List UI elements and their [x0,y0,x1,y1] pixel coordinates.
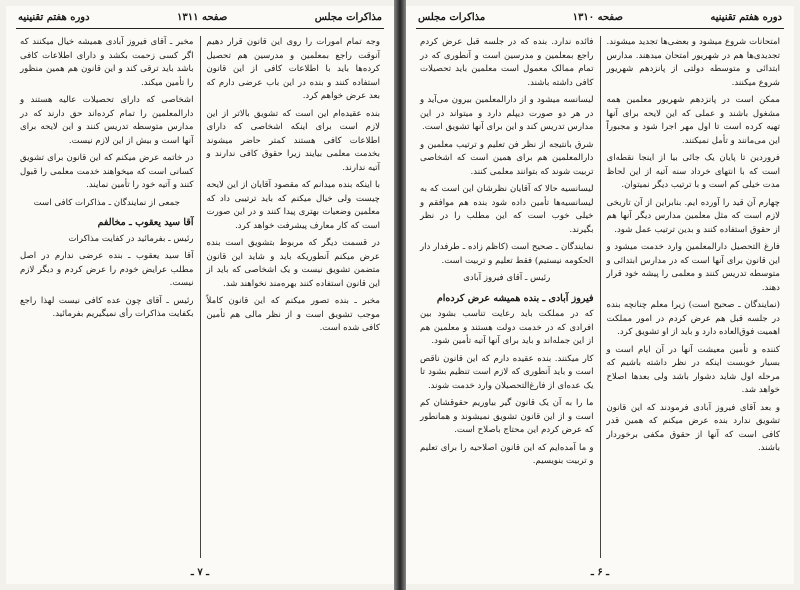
right-page-header [416,6,784,29]
paragraph: نمایندگان ـ صحیح است (کاظم زاده ـ طرفدار دار الحکومه نیستیم) فقط تعلیم و تربیت است. [420,242,594,266]
left-page-column-right [203,36,385,558]
right-header-title: مذاکرات مجلس [418,11,486,23]
right-page-footer: ـ ۶ ـ [590,567,610,578]
left-page-footer: ـ ۷ ـ [190,567,210,578]
paragraph: فارغ التحصیل دارالمعلمین وارد خدمت میشود و این قانون برای آنها است که در مدارس ابتدائی و متوسطه تدریس کنند و معلمی را پیشه خود قرار دهند. [606,242,780,293]
column-divider [600,36,601,558]
right-header-page-number: صفحه ۱۳۱۰ [572,11,623,23]
paragraph: با اینکه بنده میدانم که مقصود آقایان از این لایحه چیست ولی خیال میکنم که باید ترتیبی داد که معلمین وضعیات بهتری پیدا کنند و در این صورت است که کار معارف پیشرفت خواهد کرد. [206,180,380,231]
centered-line: رئیس ـ آقای فیروز آبادی [463,273,551,283]
left-page-column-left [16,36,198,558]
right-page-column-left [416,36,598,558]
speaker-heading: آقا سید یعقوب ـ مخالفم [97,217,194,228]
paragraph: در خاتمه عرض میکنم که این قانون برای تشویق کسانی است که میخواهند خدمت معلمی را قبول کنند و آتیه خود را تأمین نمایند. [20,153,194,190]
paragraph: رئیس ـ آقای چون عده کافی نیست لهذا راجع بکفایت مذاکرات رأی نمیگیریم بفرمائید. [20,295,194,319]
paragraph: فروردین تا پایان یک جائی بیا از اینجا نقطه‌ای است که با انتهای خرداد سنه آتیه از این لحاظ مدت خیلی کم است و با ترتیب دیگر نمیتوان. [606,153,780,190]
paragraph: کننده و تأمین معیشت آنها در آن ایام است و بسیار خوبست اینکه در نظر داشته باشیم که مرحله اول شاید دشوار باشد ولی بعدها اصلاح خواهد شد. [606,344,780,395]
paragraph: وجه تمام امورات را روی این قانون قرار دهیم آنوقت راجع بمعلمین و مدرسین هم تحصیل کرده‌ها باید با اطلاعات کافی از این قانون استفاده کنند و بنده در این باب عرضی دارم که بعد عرض خواهم کرد. [206,37,380,101]
left-header-title: مذاکرات مجلس [314,11,382,23]
book-gutter [394,0,406,590]
paragraph: که در مملکت باید رعایت تناسب بشود بین افرادی که در خدمت دولت هستند و معلمین هم از این جمله‌اند و باید برای آنها آتیه تأمین شود. [420,309,594,346]
right-page-columns [416,36,784,558]
paragraph: (نمایندگان ـ صحیح است) زیرا معلم چنانچه بنده در جلسه قبل هم عرض کردم در امور مملکت اهمیت فوق‌العاده دارد و باید از او تشویق کرد. [606,300,780,337]
paragraph: چهارم آن قید را آورده ایم. بنابراین از آن تاریخی لازم است که مثل معلمین مدارس دیگر آنها هم از حقوق استفاده کنند و بدین ترتیب عمل شود. [606,197,780,235]
paragraph: شرق بانتیجه از نظر فن تعلیم و ترتیب معلمین و دارالمعلمین هم برای همین است که اشخاصی تربیت شوند که بتوانند معلمی کنند. [420,139,594,177]
paragraph: و ما آمده‌ایم که این قانون اصلاحیه را برای تعلیم و تربیت بنویسیم. [420,442,594,466]
paragraph: و بعد آقای فیروز آبادی فرمودند که این قانون تشویق ندارد بنده عرض میکنم که همین قدر کافی است که آنها از حقوق مکفی برخوردار باشند. [606,402,780,453]
column-divider [200,36,201,558]
centered-line: جمعی از نمایندگان ـ مذاکرات کافی است [33,197,180,208]
paragraph: کار میکنند. بنده عقیده دارم که این قانون ناقص است و باید آنطوری که لازم است تنظیم بشود تا یک عده‌ای از فارغ‌التحصیلان وارد خدمت شوند. [420,353,594,391]
left-header-session: دوره هفتم تقنینیه [18,11,90,23]
right-page [406,6,794,584]
speaker-heading: فیروز آبادی ـ بنده همیشه عرض کرده‌ام [436,292,594,304]
left-page [6,6,394,584]
paragraph: بنده عقیده‌ام این است که تشویق بالاتر از این لازم است برای اینکه اشخاصی که دارای اطلاعات کافی هستند کمتر حاضر میشوند بخدمت معلمی بیایند زیرا حقوق کافی ندارند و آتیه ندارند. [206,108,380,173]
paragraph: لیسانسه میشود و از دارالمعلمین بیرون می‌آید و در هر دو صورت دیپلم دارد و میتواند در این مدارس تدریس کند و این برای آنها تشویق است. [420,95,594,132]
paragraph: اشخاصی که دارای تحصیلات عالیه هستند و دارالمعلمین را تمام کرده‌اند حق دارند که در مدارس متوسطه تدریس کنند و این لایحه برای آنها است و بیش از این لازم نیست. [20,95,194,146]
paragraph: لیسانسیه حالا که آقایان نظرشان این است که به لیسانسیه‌ها تأمین داده شود بنده هم موافقم و خیلی خوب است که این مطلب را در نظر بگیرند. [420,184,594,235]
paragraph: مخبر ـ بنده تصور میکنم که این قانون کاملاً موجب تشویق است و از نظر مالی هم تأمین کافی شده است. [206,296,380,333]
paragraph: ممکن است در پانزدهم شهریور معلمین همه مشغول باشند و عملی که این لایحه برای آنها تهیه کرده است تا اول مهر اجرا شود و مجبوراً این می‌مانند و تأمل نمیکنند. [606,95,780,146]
paragraph: در قسمت دیگر که مربوط بتشویق است بنده عرض میکنم آنطوریکه باید و شاید این قانون متضمن تشویق نیست و یک اشخاصی که باید از این قانون استفاده کنند بهره‌مند نخواهند شد. [206,238,380,289]
left-page-header [16,6,384,29]
right-page-column-right [603,36,785,558]
left-header-page-number: صفحه ۱۳۱۱ [177,11,228,23]
right-header-session: دوره هفتم تقنینیه [710,11,782,23]
paragraph: ما را به آن یک قانون گیر بیاوریم حقوقشان کم است و از این قانون تشویق نمیشوند و همانطور که عرض کردم این محتاج باصلاح است. [420,398,594,435]
paragraph: آقا سید یعقوب ـ بنده عرضی ندارم در اصل مطلب عرایض خودم را عرض کردم و دیگر لازم نیست. [20,251,194,288]
left-page-columns [16,36,384,558]
paragraph: رئیس ـ بفرمائید در کفایت مذاکرات [68,233,194,244]
paragraph: مخبر ـ آقای فیروز آبادی همیشه خیال میکنند که اگر کسی زحمت بکشد و دارای اطلاعات کافی باشد باید ترقی کند و این قانون هم همین منظور را تأمین میکند. [20,37,194,88]
paragraph: امتحانات شروع میشود و بعضی‌ها تجدید میشوند. تجدیدی‌ها هم در شهریور امتحان میدهند. مدارس ابتدائی و متوسطه دولتی از پانزدهم شهریور شروع میکنند. [606,37,780,88]
paragraph: فائده ندارد. بنده که در جلسه قبل عرض کردم راجع بمعلمین و مدرسین است و آنطوری که در تمام ممالک معمول است معلمین باید تحصیلات کافی داشته باشند. [420,37,594,88]
